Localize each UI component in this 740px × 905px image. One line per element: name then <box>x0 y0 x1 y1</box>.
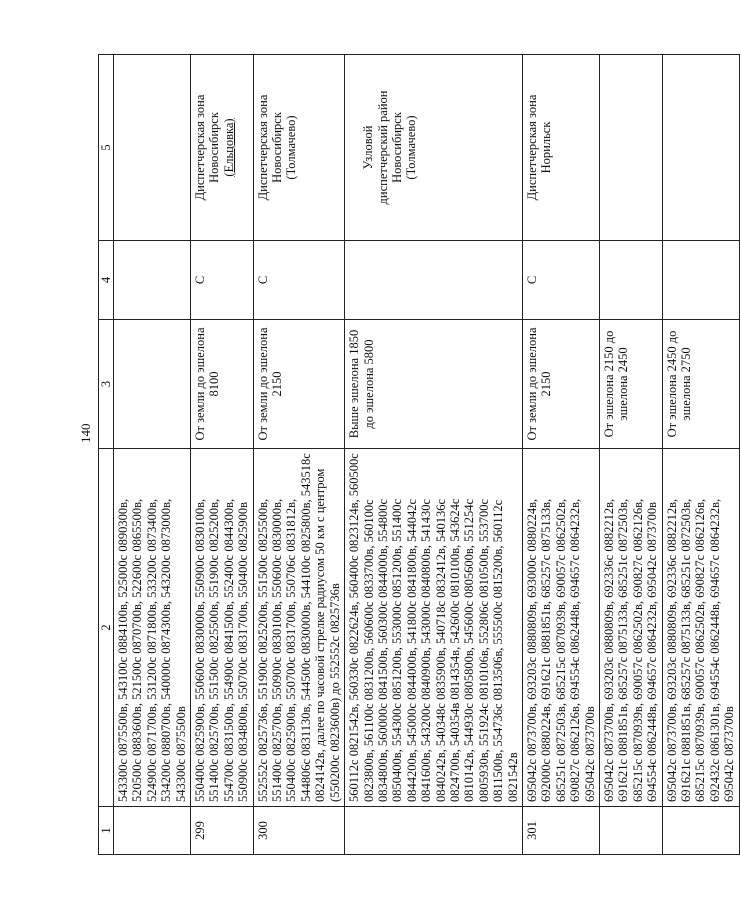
height-range: От эшелона 2450 до эшелона 2750 <box>662 320 739 449</box>
height-range <box>114 320 191 449</box>
row-number: 299 <box>191 807 254 855</box>
coordinates: 552552с 0825736в, 551900с 0825200в, 551500с 0825500в, 551400с 0825700в, 550900с 0830100в, 550600с 0830000в, 550400с 0825900в, 550700с 0831700в, 550706с 0831812в, 544806с 0831130в, 544500с 0830000в, 544100с 0825800в, 543518с 0824142в, далее по часовой стрелке радиусом 50 км с центром (550200с 0823600в) до 552552с 0825736в <box>253 449 344 807</box>
airspace-class <box>662 241 739 320</box>
zone-name-line: Новосибирск <box>270 112 285 183</box>
zone-name <box>191 55 254 241</box>
height-range: От земли до эшелона 8100 <box>191 320 254 449</box>
zone-name-line: (Толмачево) <box>404 115 419 180</box>
zone-name-line: Диспетчерская зона <box>524 94 539 201</box>
row-number <box>114 807 191 855</box>
airspace-class <box>600 241 663 320</box>
table-row <box>345 55 523 855</box>
header-col-2: 2 <box>99 449 114 807</box>
zone-name-line: Диспетчерская зона <box>255 94 270 201</box>
row-number <box>600 807 663 855</box>
zone-name-line: Узловой <box>361 125 376 170</box>
zone-name <box>345 55 523 241</box>
header-col-4: 4 <box>99 241 114 320</box>
airspace-class: С <box>522 241 599 320</box>
coordinates: 695042с 0873700в, 693203с 0880809в, 692336с 0882212в, 691621с 0881851в, 685257с 0875133в, 685251с 0872503в, 685215с 0870939в, 690057с 0862502в, 690827с 0862126в, 694554с 0862448в, 694657с 0864232в, 695042с 0873700в <box>600 449 663 807</box>
zone-name-line: Норильск <box>539 121 554 174</box>
coordinates: 543300с 0875500в, 543100с 0884100в, 525000с 0890300в, 520500с 0883600в, 521500с 0870700в, 522600с 0865500в, 524900с 0871700в, 531200с 0871800в, 533200с 0873400в, 534200с 0880700в, 540000с 0874300в, 543200с 0873000в, 543300с 0875500в <box>114 449 191 807</box>
zone-name-line: Диспетчерская зона <box>193 94 208 201</box>
header-col-1: 1 <box>99 807 114 855</box>
table-row <box>114 55 191 855</box>
table-row <box>662 55 739 855</box>
row-number <box>662 807 739 855</box>
zone-name <box>114 55 191 241</box>
table-row <box>191 55 254 855</box>
height-range: От земли до эшелона 2150 <box>253 320 344 449</box>
airspace-class: С <box>253 241 344 320</box>
zone-name-line: (Толмачево) <box>284 115 299 180</box>
table-row <box>600 55 663 855</box>
zone-name-line: Новосибирск <box>389 112 404 183</box>
rotated-page <box>98 55 737 855</box>
coordinates: 695042с 0873700в, 693203с 0880809в, 693000с 0880224в, 692000с 0880224в, 691621с 0881851в, 685257с 0875133в, 685251с 0872503в, 685215с 0870939в, 690057с 0862502в, 690827с 0862126в, 694554с 0862448в, 694657с 0864232в, 695042с 0873700в <box>522 449 599 807</box>
height-range: От земли до эшелона 2150 <box>522 320 599 449</box>
header-col-3: 3 <box>99 320 114 449</box>
page-number: 140 <box>78 423 93 443</box>
table-row <box>522 55 599 855</box>
airspace-class: С <box>191 241 254 320</box>
zone-name <box>662 55 739 241</box>
zone-name <box>253 55 344 241</box>
header-col-5: 5 <box>99 55 114 241</box>
zone-name <box>522 55 599 241</box>
zone-name-line: диспетчерский район <box>375 90 390 205</box>
coordinates: 560112с 0821542в, 560330с 0822624в, 560400с 0823124в, 560500с 0823800в, 561100с 0831200в, 560600с 0833700в, 560100с 0834800в, 560000с 0841500в, 560300с 0844000в, 554800с 0850400в, 554300с 0851200в, 553000с 0851200в, 551400с 0844200в, 545000с 0844000в, 541800с 0841800в, 544042с 0841600в, 543200с 0840900в, 543000с 0840800в, 541430с 0840242в, 540348с 0835900в, 540718с 0832412в, 540136с 0824700в, 540354в 0814354в, 542600с 0810100в, 543624с 0810142в, 544930с 0805800в, 545600с 0805600в, 551254с 0805930в, 551924с 0810106в, 552806с 0810500в, 553700с 0811500в, 554736с 0813506в, 555500с 0815200в, 560112с 0821542в <box>345 449 523 807</box>
table-row <box>253 55 344 855</box>
row-number: 300 <box>253 807 344 855</box>
zone-name-line: (Ельцовка) <box>221 118 236 177</box>
airspace-class <box>345 241 523 320</box>
coordinates: 695042с 0873700в, 693203с 0880809в, 692336с 0882212в, 691621с 0881851в, 685257с 0875133в, 685251с 0872503в, 685215с 0870939в, 690057с 0862502в, 690827с 0862126в, 692432с 0861301в, 694554с 0862448в, 694657с 0864232в, 695042с 0873700в <box>662 449 739 807</box>
zone-name <box>600 55 663 241</box>
height-range: От эшелона 2150 до эшелона 2450 <box>600 320 663 449</box>
zone-name-line: Новосибирск <box>207 112 222 183</box>
airspace-table <box>98 54 740 855</box>
coordinates: 550400с 0825900в, 550600с 0830000в, 550900с 0830100в, 551400с 0825700в, 551500с 0825500в, 551900с 0825200в, 554700с 0831500в, 554900с 0841500в, 552400с 0844300в, 550900с 0834800в, 550700с 0831700в, 550400с 0825900в <box>191 449 254 807</box>
airspace-class <box>114 241 191 320</box>
height-range: Выше эшелона 1850 до эшелона 5800 <box>345 320 523 449</box>
row-number <box>345 807 523 855</box>
header-row <box>99 55 114 855</box>
row-number: 301 <box>522 807 599 855</box>
